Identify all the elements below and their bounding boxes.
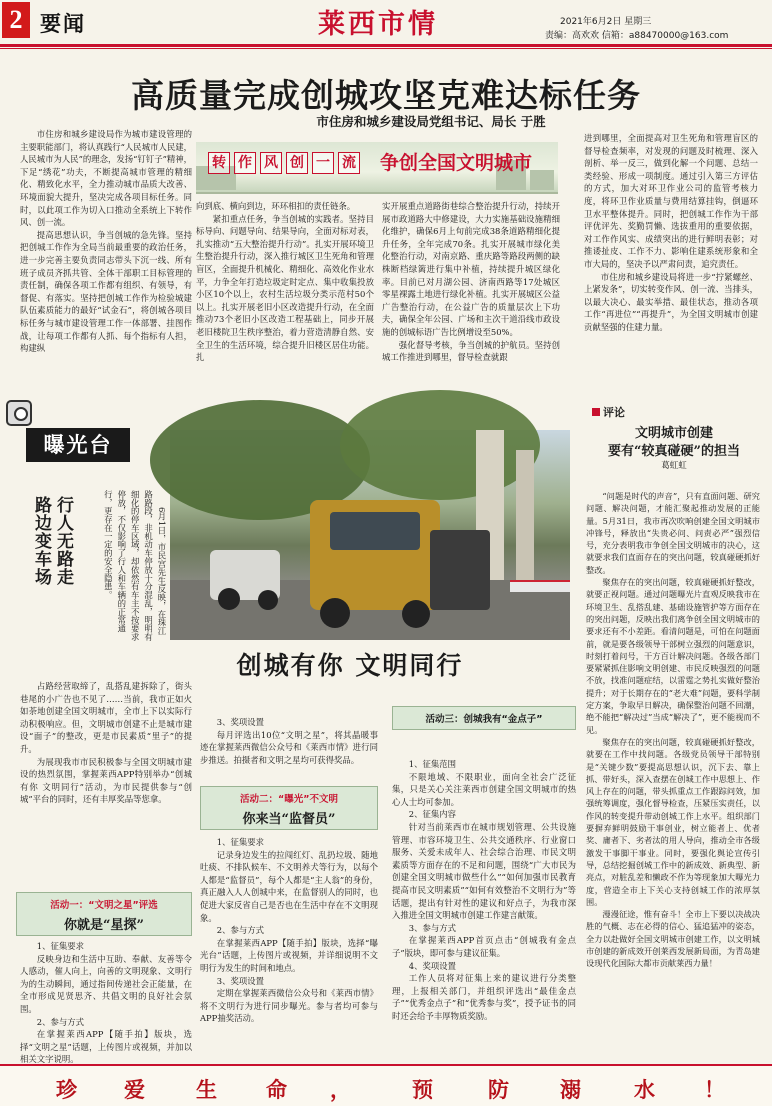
photo-foliage (340, 390, 540, 500)
commentary-tag-label: 评论 (603, 406, 625, 419)
activity3-box (392, 706, 576, 730)
masthead-logo: 莱西市情 (318, 9, 438, 40)
article2-paragraph: 4、奖项设置 (408, 960, 456, 971)
commentary-title-line2: 要有“较真碰硬”的担当 (608, 444, 740, 459)
banner-seal-char: 一 (312, 152, 334, 174)
article2-title: 创城有你 文明同行 (236, 651, 464, 680)
lead-byline: 市住房和城乡建设局党组书记、局长 于胜 (316, 114, 546, 129)
activity3-label: 活动三：创城我有“金点子” (425, 714, 543, 725)
banner-seal-char: 转 (208, 152, 230, 174)
banner-seal-char: 作 (234, 152, 256, 174)
activity1-label: 活动一：“文明之星”评选 (50, 900, 158, 911)
lead-column-3 (382, 200, 560, 398)
article2-paragraph: 工作人员将对征集上来的建议进行分类整理，上报相关部门，并组织评选出“最佳金点子”“优秀金点子”和“优秀参与奖”，授予证书的同时还会给予丰厚物质奖励。 (392, 973, 576, 1021)
article2-paragraph: 为展现我市市民积极参与全国文明城市建设的热烈氛围，掌握莱西APP特别举办“创城有你 文明同行”活动，为市民提供参与“创城”平台的同时，还有丰厚奖品等您拿。 (20, 756, 192, 805)
commentary-body (586, 490, 760, 1082)
footer-char: 防 (488, 1078, 509, 1102)
footer-char: 爱 (124, 1078, 145, 1102)
article2-paragraph: 1、征集要求 (216, 837, 264, 847)
lead-column-1 (20, 128, 192, 398)
lead-paragraph: 进到哪里，全面提高对卫生死角和管理盲区的督导检查频率，对发现的问题及时梳理、深入剖析、举一反三，做到化解一个问题、总结一类经验、形成一项制度。通过引入第三方评估的方式，加大对环卫作业公司的监管考核力度，将环卫作业质量与费用结算挂钩，倒逼环卫水平整体提升。同时，把创城工作作为干部评优评先、奖勤罚懒、选拔重用的重要依据，对工作作风实、成绩突出的进行鲜明表彰；对推诿扯皮、工作不力、影响住建系统形象和全市大局的，坚决予以严肃问责，追究责任。 (584, 133, 758, 269)
footer-char: ， (330, 1078, 351, 1102)
article2-paragraph: 2、参与方式 (216, 925, 264, 936)
commentary-author: 葛虹虹 (661, 461, 687, 471)
footer-char: ！ (704, 1078, 725, 1102)
photo-trash-bin (430, 530, 490, 610)
exposure-body (72, 490, 168, 642)
article2-paragraph: 1、征集范围 (408, 759, 456, 769)
footer-slogan (0, 1064, 772, 1106)
article2-paragraph: 反映身边和生活中互助、奉献、友善等令人感动，催人向上，向善的文明现象、文明行为的生动瞬间，通过指间传递社会正能量，在全市形成见贤思齐、共倡文明的良好社会氛围。 (20, 953, 192, 1014)
page-number: 2 (2, 2, 30, 38)
section-name: 要闻 (40, 11, 86, 36)
header-rule-thin (0, 48, 772, 49)
issue-date: 2021年6月2日 星期三 (560, 17, 652, 27)
lead-paragraph: 市住房和城乡建设局将进一步“拧紧螺丝、上紧发条”，切实转变作风、创一流、当排头，以最大决心、最实举措、最佳状态，推动各项工作“再进位”“再提升”，为全国文明城市创建贡献坚强的住建力量。 (584, 271, 758, 332)
commentary-paragraph: 聚焦存在的突出问题，较真碰硬抓好整改，就要正视问题。通过问题曝光片直观反映我市在环境卫生、乱搭乱建、基础设施管护等方面存在的突出问题，反映出我们离争创全国文明城市的要求还有不小差距。看清问题是，可怕在问题面前，就是要各级领导干部树立强烈的问题意识，时刻打着问号，干方百计解决问题。各级各部门要紧紧抓住影响文明创建、市民反映强烈的问题不放，找准问题症结，以雷霆之势扎实做好整治提升；对于长期存在的“老大难”问题，要科学制定方案，争取早日解决，确保整治问题不回潮，绝不能把“解决过”当成“解决了”，更不能视而不见。 (586, 577, 760, 735)
tag-square-icon (592, 408, 600, 416)
exposure-title (14, 496, 72, 636)
camera-icon (6, 400, 32, 426)
activity1-box (16, 892, 192, 936)
photo-tricycle-window (330, 512, 420, 550)
lead-paragraph: 市住房和城乡建设局作为城市建设管理的主要职能部门，将认真践行“人民城市人民建，人民城市为人民”的理念，发扬“钉钉子”精神，下足“绣花”功夫，不断提高城市管理的精细化、精致化水平，全力推动城市品质大改善、环境面貌大提升，坚决完成各项目标任务。同时，以此项工作为切入口推动全系统上下转作风、创一流。 (20, 129, 192, 228)
lead-paragraph: 强化督导考核，争当创城的护航员。坚持创城工作推进到哪里，督导检查就跟 (382, 339, 560, 363)
commentary-paragraph: “问题是时代的声音”，只有直面问题、研究问题、解决问题，才能汇聚起推动发展的正能量。5月31日，我市再次吹响创建全国文明城市冲锋号，释放出“失贵必问、问责必严”强烈信号，充分表明我市争创全国文明城市的决心，这就要求我们直面存在的突出问题，较真碰硬抓好整改。 (586, 491, 760, 575)
campaign-banner (196, 142, 558, 194)
footer-char: 预 (412, 1078, 433, 1102)
commentary-paragraph: 聚焦存在的突出问题，较真碰硬抓好整改，就要在工作中找问题。各级党员领导干部特别是“关键少数”要提高思想认识，沉下去、靠上抓、带好头，深入查摆在创城工作中思想上、作风上存在的问题，带头抓重点工作跟踪问效，加强统筹调度，强化督导检查，压紧压实责任，以作风的转变提升带动创城工作上水平。组织部门要摒弃鲜明鼓励干事创业，树立能者上、优者奖、庸者下、劣者汰的用人导向，推动全市各级激发干事脚干事业。同时，要强化舆论宣传引导，总结挖掘创城工作中的新成效、新典型、新亮点，对脏乱差和懒政不作为等现象加大曝光力度，营造全市上下关心支持创城工作的浓厚氛围。 (586, 736, 760, 907)
article2-paragraph: 在掌握莱西APP【随手拍】版块，选择“文明之星”话题，上传图片或视频，并加以相关文字说明。 (20, 1029, 192, 1065)
footer-char: 生 (196, 1078, 217, 1102)
photo-wheel (258, 590, 278, 610)
exposure-title-line: 路边变车场 (31, 496, 51, 586)
lead-headline: 高质量完成创城攻坚克难达标任务 (131, 76, 641, 115)
banner-seal-char: 风 (260, 152, 282, 174)
article2-paragraph: 3、奖项设置 (216, 975, 264, 986)
footer-char: 水 (634, 1078, 655, 1102)
commentary-title-line1: 文明城市创建 (634, 426, 713, 441)
commentary-tag (592, 404, 625, 420)
article2-column-2b (200, 836, 378, 1058)
banner-building (530, 170, 554, 190)
activity2-box (200, 786, 378, 830)
activity1-title: 你就是“星探” (64, 918, 144, 933)
lead-column-2 (196, 200, 374, 398)
article2-paragraph: 占路经营取缔了，乱搭乱建拆除了，街头巷尾的小广告也不见了……当前，我市正如火如荼地创建全国文明城市，全市上下以实际行动积极响应。但，文明城市创建不止是城市建设“面子”的整改，更是市民素质“里子”的提升。 (20, 681, 192, 754)
exposure-label: 曝光台 (26, 428, 130, 462)
footer-char: 命 (266, 1078, 287, 1102)
editor-info: 责编：高欢欢 信箱：a88470000@163.com (545, 31, 729, 41)
lead-paragraph: 向到底、横向到边，环环相扣的责任链条。 (196, 201, 356, 211)
exposure-text: 6月1日，市民宫先生反映，在珠江路路段，非机动车停放十分混乱，明明有细化的停车区域，却依然有车主不按要求停放，不仅影响了行人和车辆的正常通行，更存在一定的安全隐患。 (103, 490, 167, 642)
activity2-title: 你来当“监督员” (242, 812, 336, 827)
article2-column-2 (200, 716, 378, 780)
article2-column-3 (392, 758, 576, 1058)
street-photo (170, 430, 570, 640)
photo-wheel (402, 600, 430, 628)
footer-char: 珍 (56, 1078, 77, 1102)
commentary-paragraph: 漫漫征途，惟有奋斗！全市上下要以决战决胜的气概、志在必得的信心、猛追猛冲的姿态，全力以赴做好全国文明城市创建工作，以文明城市创建的新成效开创莱西发展新局面，为青岛建设现代化国际大都市贡献莱西力量！ (586, 909, 760, 969)
article2-paragraph: 针对当前莱西市在城市规划管理、公共设施管理、市容环境卫生、公共交通秩序、行业窗口服务、关爱未成年人、社会综合治理、市民文明素质等方面存在的不足和问题，围绕“广大市民为创建全国文明城市做些什么”“如何加强市民教育提高市民文明素质”“如何有效整治不文明行为”等话题，提出有针对性的建议和好点子，为我市深入推进全国文明城市创建工作建言献策。 (392, 821, 576, 921)
photo-railing (510, 580, 570, 592)
exposure-title-line: 行人无路走 (53, 496, 73, 586)
article2-paragraph: 每月评选出10位“文明之星”，将其晶暖事迹在掌握莱西微信公众号和《莱西市情》进行同步推送。拍摄者和文明之星均可获得奖品。 (200, 729, 378, 765)
article2-paragraph: 3、奖项设置 (216, 717, 264, 727)
lead-paragraph: 实开展重点道路街巷综合整治提升行动，持续开展市政道路大中修建设，大力实施基础设施精细化维护，确保6月上旬前完成38条道路精细化提升任务，全年完成70条。扎实开展城市绿化美化整治行动，对南京路、重庆路等路段两侧的缺株断档绿篱进行集中补植，持续提升城区绿化率。目前已对月湖公园、济南西路等17处城区零星裸露土地进行绿化补植。扎实开展城区公益广告整治行动，在公益广告的质量层次上下功夫，确保全年公园、广场和主次干道沿线市政设施的创城标语广告比例增设至50%。 (382, 201, 560, 337)
banner-seal-char: 流 (338, 152, 360, 174)
banner-seal-char: 创 (286, 152, 308, 174)
article2-paragraph: 在掌握莱西APP【随手拍】版块，选择“曝光台”话题，上传图片或视频，并详细说明不文明行为发生的时间和地点。 (200, 937, 378, 973)
article2-paragraph: 2、参与方式 (36, 1016, 84, 1027)
article2-paragraph: 在掌握莱西APP首页点击“创城我有金点子”版块，即可参与建议征集。 (392, 935, 576, 958)
lead-column-4 (584, 132, 758, 398)
photo-wheel (218, 588, 240, 610)
article2-column-1b (20, 940, 192, 1065)
header-rule (0, 44, 772, 47)
article2-paragraph: 2、征集内容 (408, 809, 456, 820)
lead-paragraph: 紧扣重点任务，争当创城的实践者。坚持目标导向、问题导向、结果导向，全面对标对表，扎实推动“五大整治提升行动”。扎实开展环境卫生整治提升行动，深入推行城区卫生死角和管理盲区，全面提升机械化、精细化、高效化作业水平，力争全年打造垃圾定时定点、集中收集投放小区10个以上，农村生活垃圾分类示范村50个以上。扎实开展老旧小区改造提升行动，在全面推动73个老旧小区改造工程基础上，同步开展老旧楼院卫生秩序整治，着力营造清静自然、安全卫生的生活环境，综合提升旧楼区居住功能。扎 (196, 213, 374, 363)
article2-paragraph: 记录身边发生的拉闯红灯、乱扔垃圾、随地吐痰、不排队候车、不文明养犬等行为，以每个人都是“监督员”，每个人都是“主人翁”的身份，真正融入人人创城中来，在监督别人的同时，也促进大家反省自己是否也在生活中存在不文明现象。 (200, 849, 378, 923)
article2-paragraph: 定期在掌握莱西微信公众号和《莱西市情》将不文明行为进行同步曝光。参与者均可参与APP抽奖活动。 (200, 988, 378, 1024)
photo-wheel (320, 598, 350, 628)
article2-paragraph: 不限地域、不限职业，面向全社会广泛征集，只是关心关注莱西市创建全国文明城市的热心人士均可参加。 (392, 771, 576, 807)
article2-paragraph: 1、征集要求 (36, 941, 84, 951)
article2-column-1 (20, 680, 192, 890)
article2-paragraph: 3、参与方式 (408, 922, 456, 933)
lead-paragraph: 提高思想认识，争当创城的急先锋。坚持把创城工作作为全局当前最重要的政治任务，进一步完善主要负责同志带头下沉一线、所有班子成员齐抓共管、全体干部职工目标管理的责任制，确保各项工作都有组织、有领导，有督促、有落实。坚持把创城工作作为检验城建队伍素质能力的最好“试金石”，将创城各项目标任务与城市建设管理工作一体部署、挂图作战，让每项工作都有人抓、每个指标有人担，构建纵 (20, 229, 192, 354)
footer-char: 溺 (560, 1078, 581, 1102)
activity2-label: 活动二：“曝光”不文明 (240, 794, 338, 805)
banner-slogan: 争创全国文明城市 (380, 152, 533, 174)
